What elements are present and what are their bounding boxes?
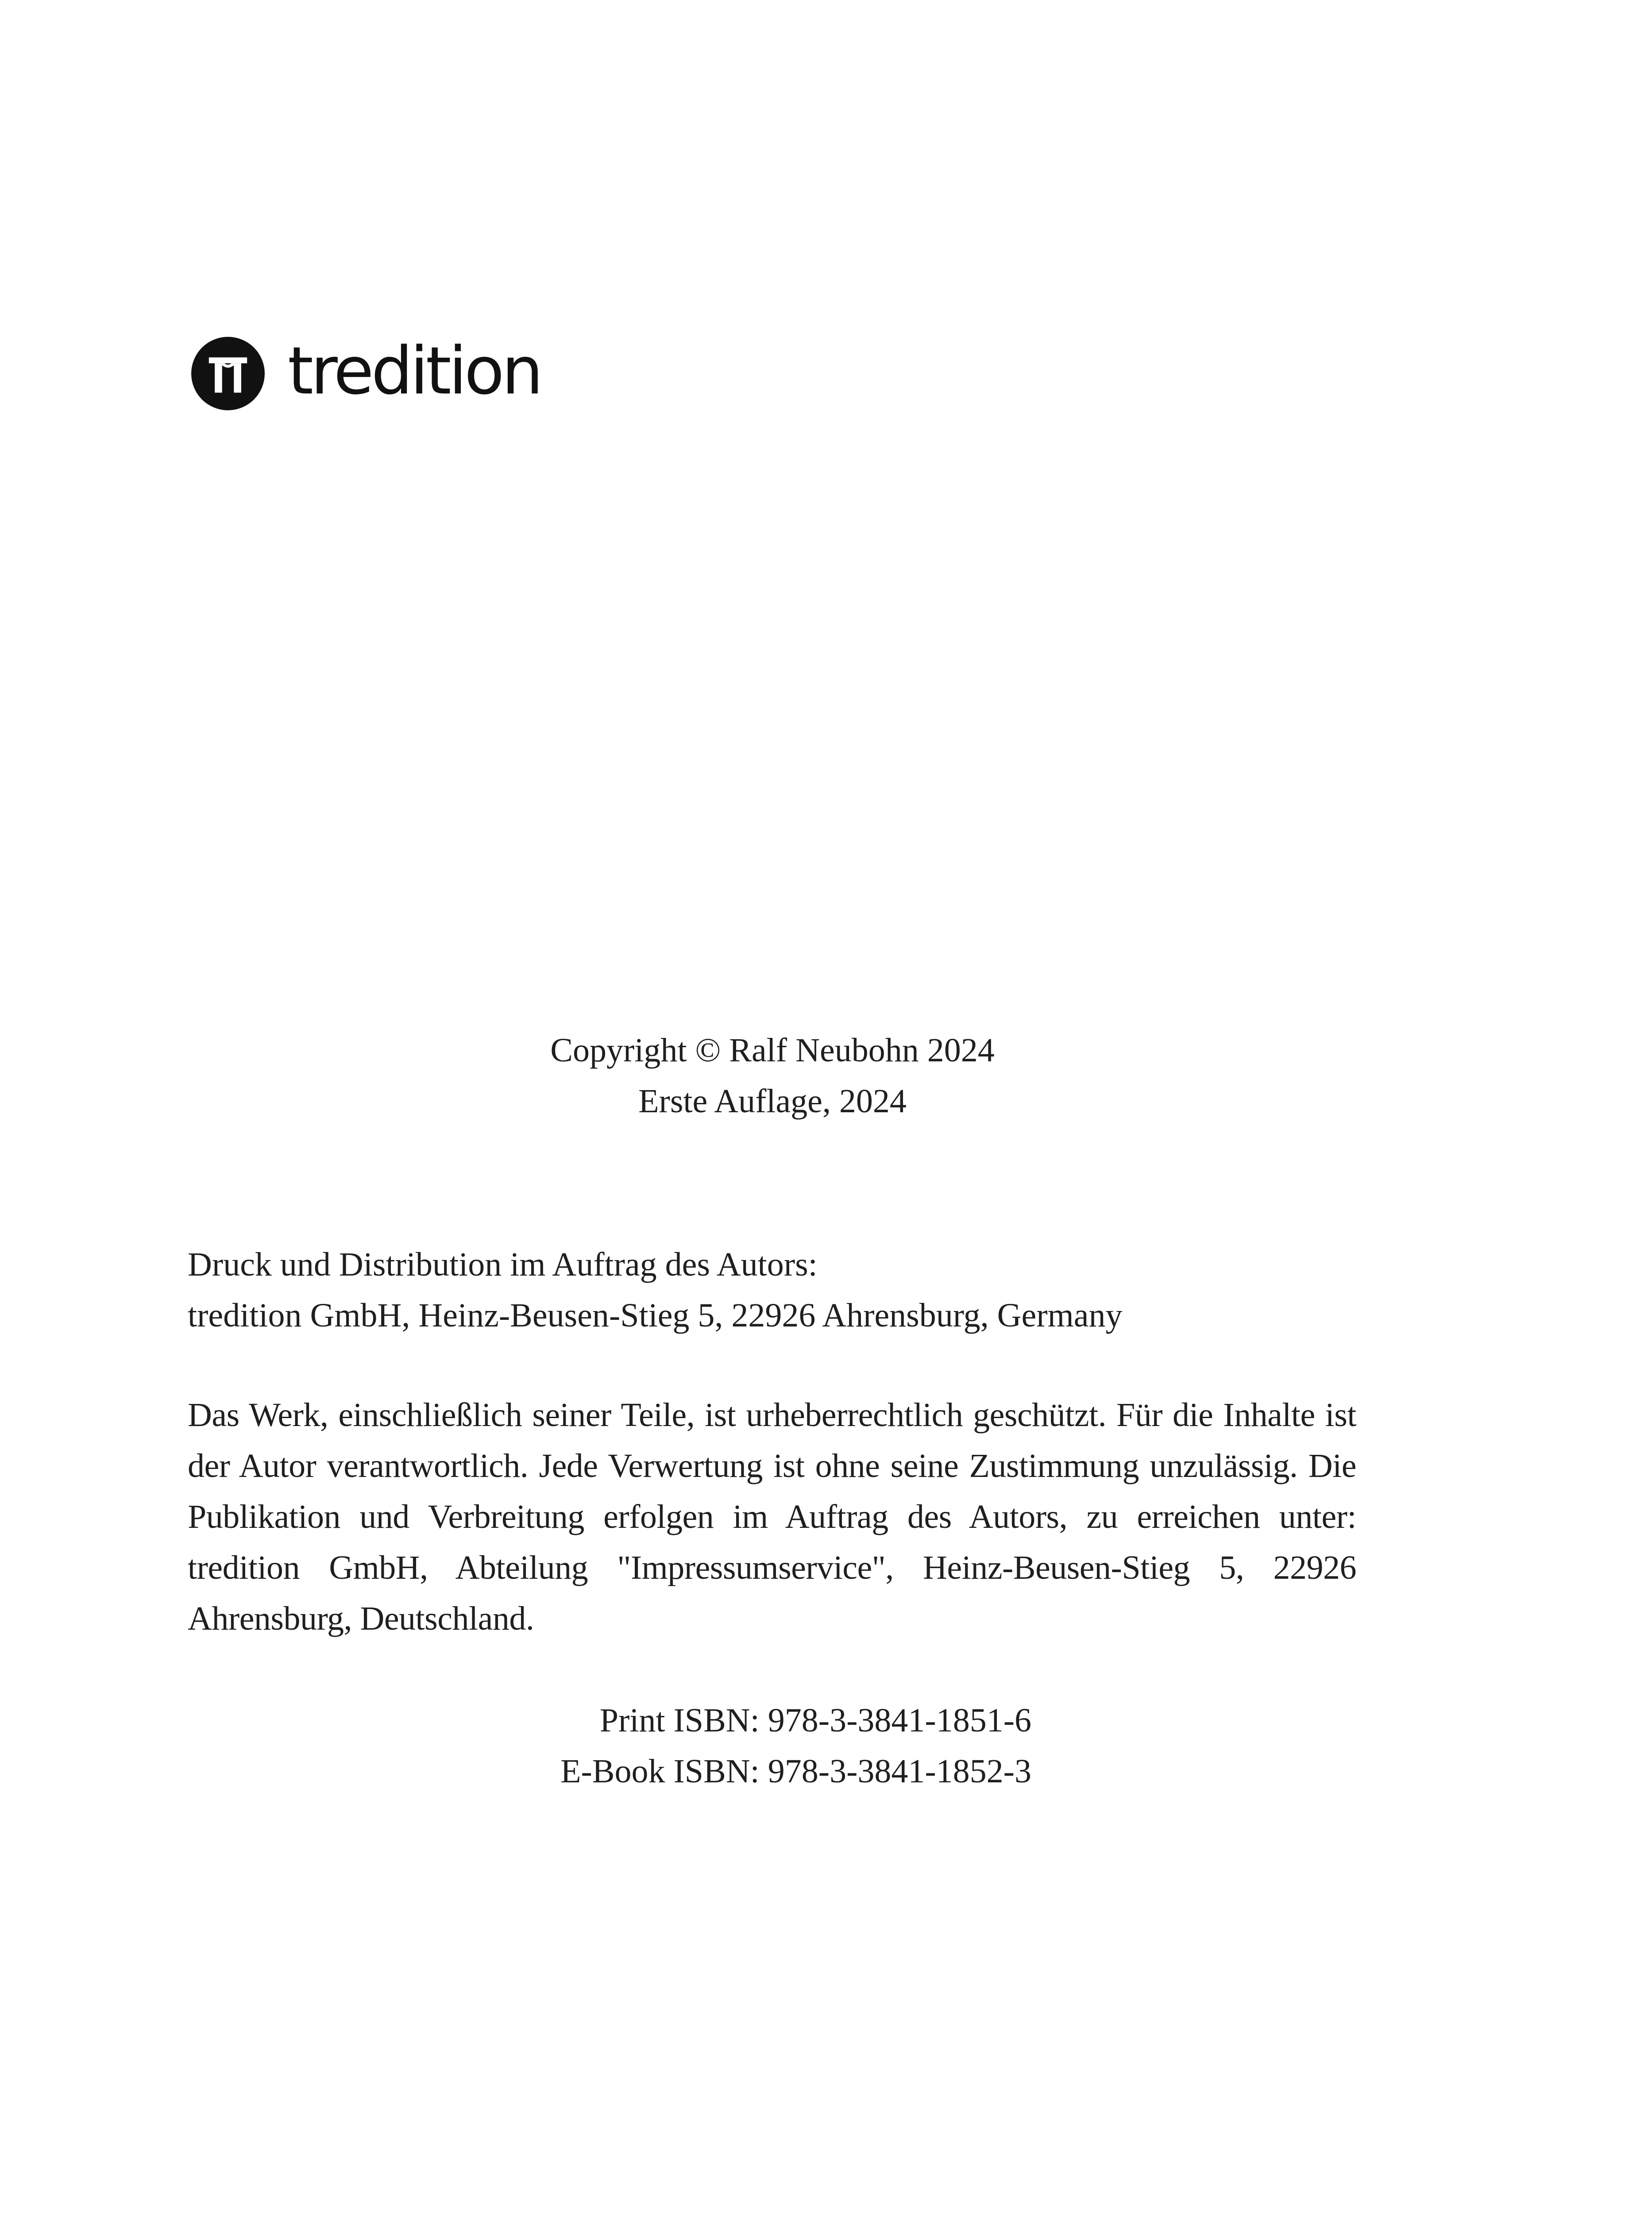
- print-distribution-info: [188, 1239, 1374, 1341]
- ebook-isbn: E-Book ISBN: 978-3-3841-1852-3: [560, 1753, 1031, 1790]
- copyright-notice: [0, 1025, 1545, 1127]
- publisher-address: tredition GmbH, Heinz-Beusen-Stieg 5, 22926 Ahrensburg, Germany: [188, 1297, 1123, 1334]
- logo-wordmark: tredition: [288, 333, 541, 409]
- tredition-logo-mark-icon: [191, 337, 265, 410]
- publisher-logo: [191, 333, 541, 411]
- isbn-info: [509, 1695, 1031, 1797]
- print-distribution-heading: Druck und Distribution im Auftrag des Autors:: [188, 1246, 818, 1283]
- edition-line: Erste Auflage, 2024: [638, 1083, 907, 1120]
- print-isbn: Print ISBN: 978-3-3841-1851-6: [599, 1702, 1031, 1739]
- copyright-line: Copyright © Ralf Neubohn 2024: [550, 1032, 995, 1069]
- legal-notice: Das Werk, einschließlich seiner Teile, ist urheberrechtlich geschützt. Für die Inhalte ist der Autor verantwortlich. Jede Verwertung ist ohne seine Zustimmung unzulässig. Die Publikation und Verbreitung erfolgen im Auftrag des Autors, zu erreichen unter: tredition GmbH, Abteilung "Impressumservice", Heinz-Beusen-Stieg 5, 22926 Ahrensburg, Deutschland.: [188, 1396, 1356, 1637]
